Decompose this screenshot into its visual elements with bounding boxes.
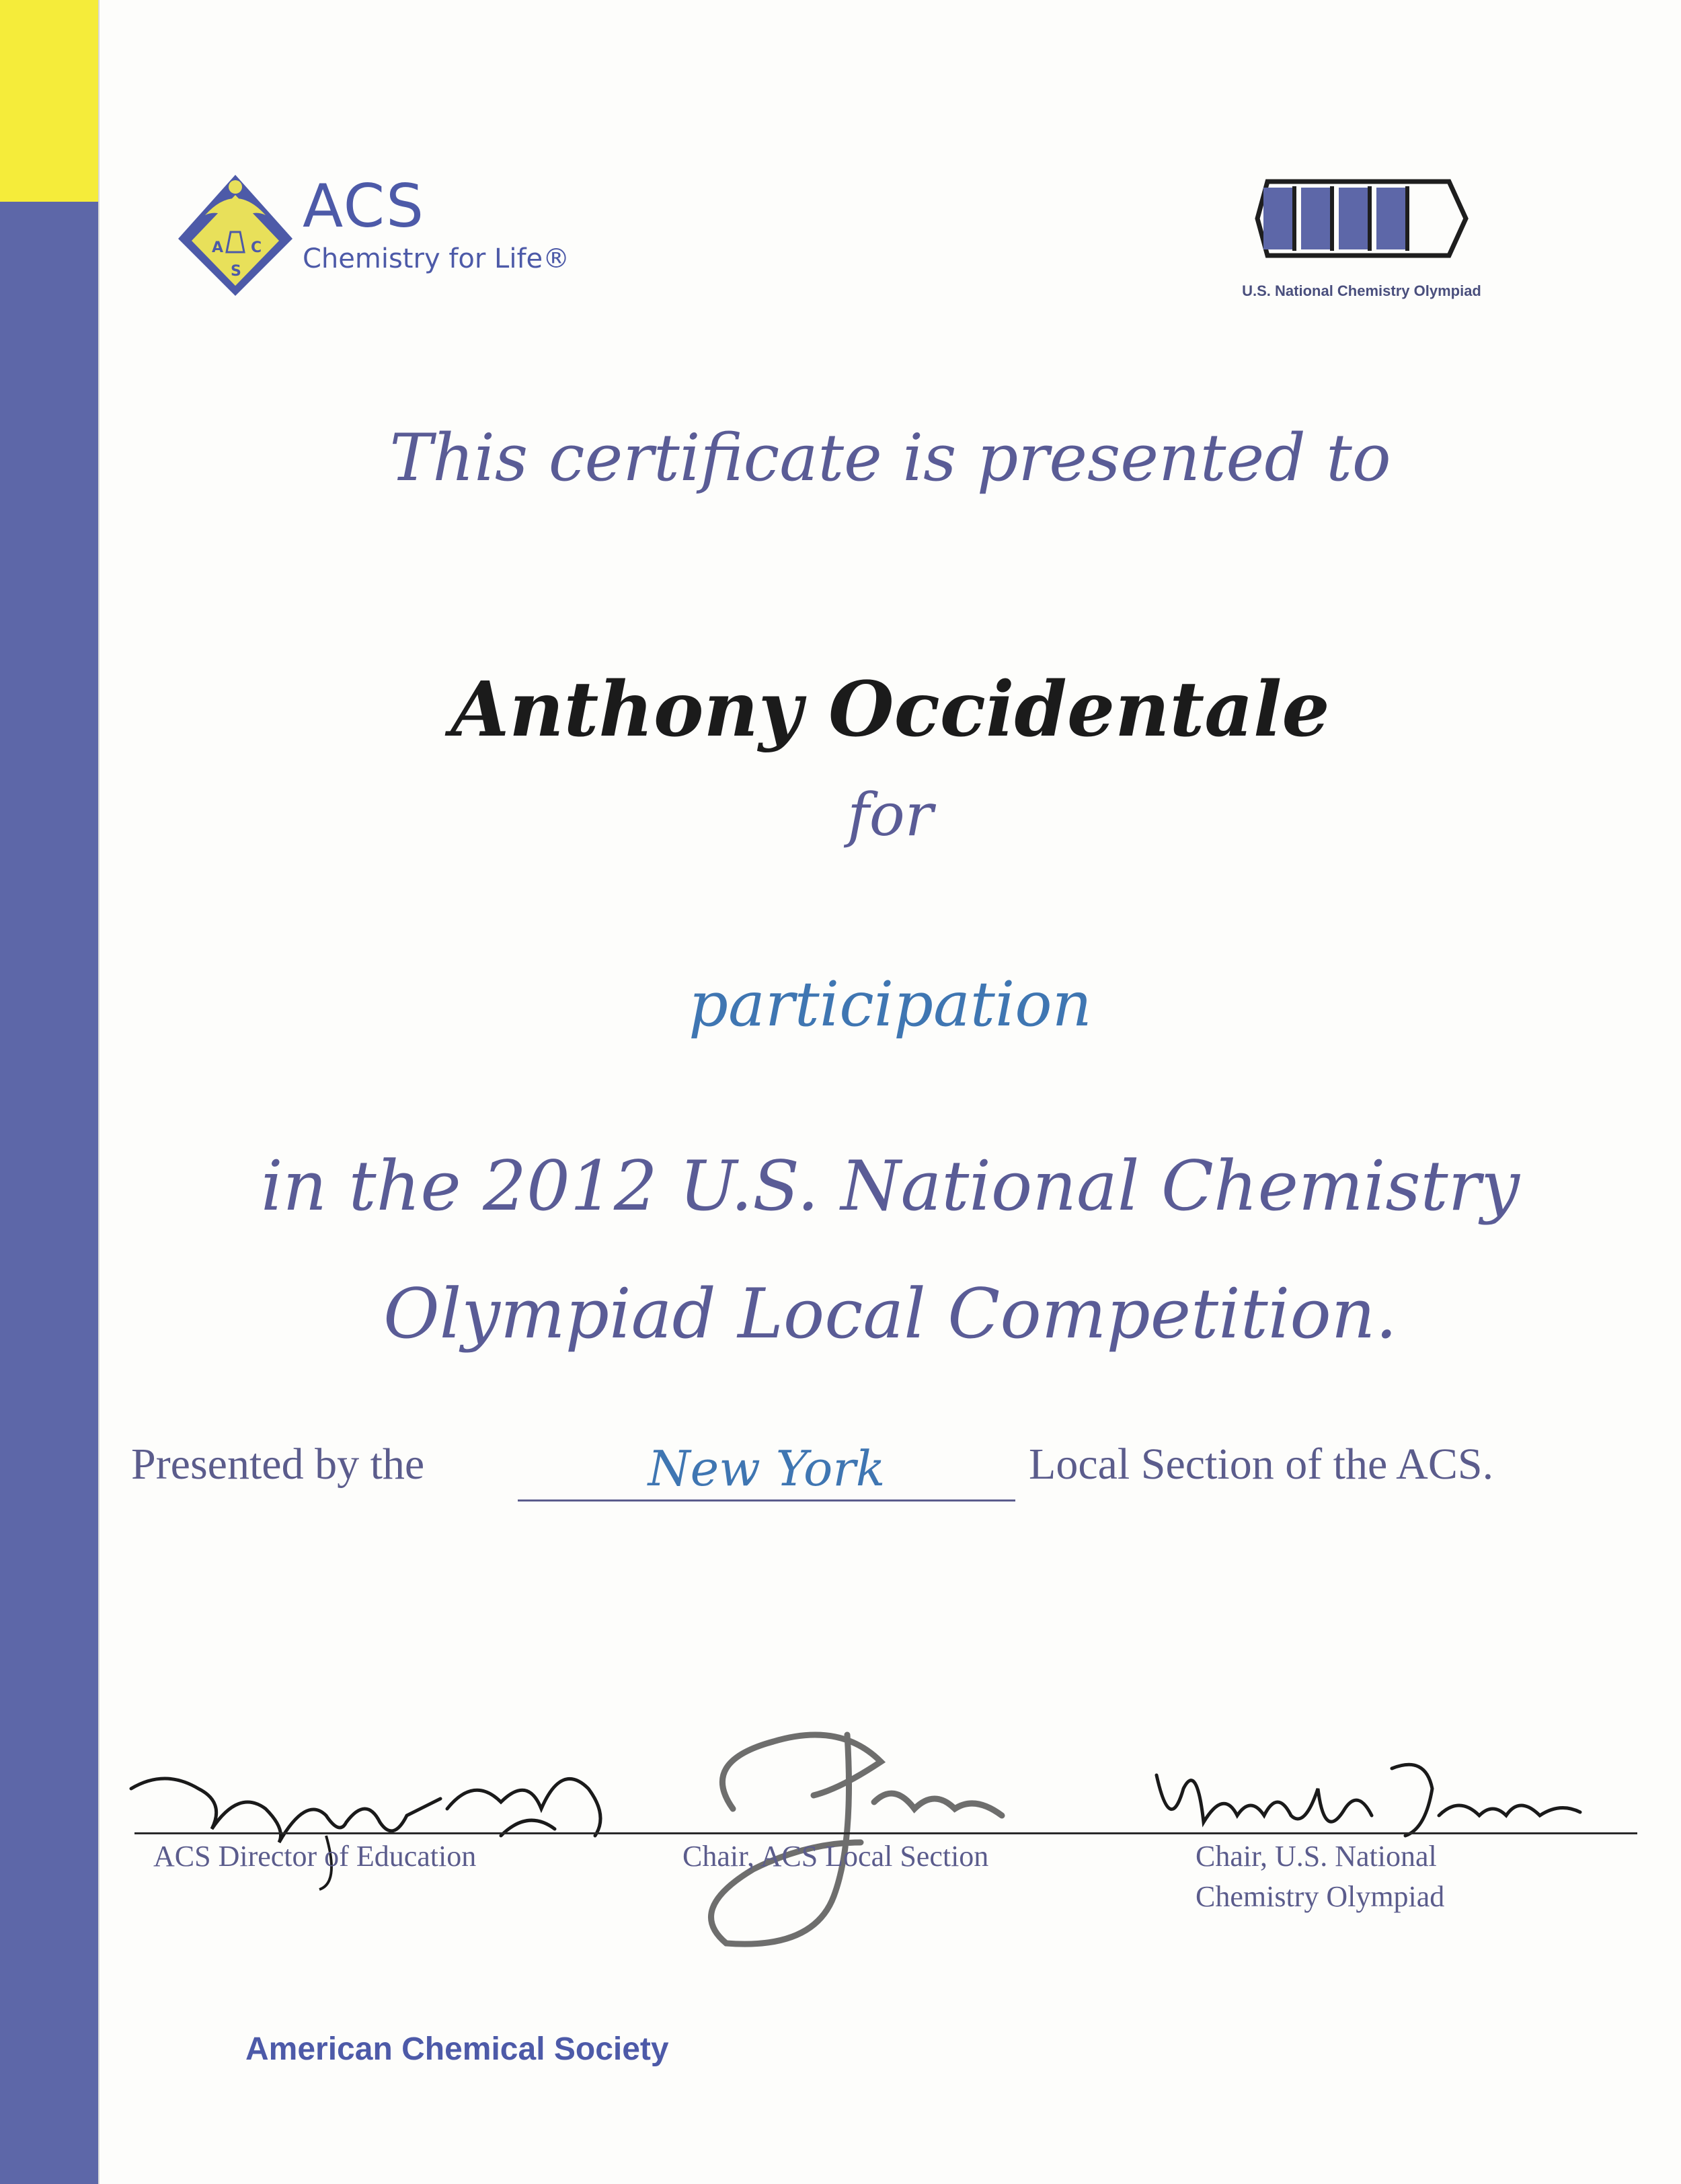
signer-title-3-line-1: Chair, U.S. National: [1196, 1840, 1437, 1873]
recipient-name: Anthony Occidentale: [451, 666, 1330, 754]
olympiad-logo: [1214, 178, 1510, 306]
signature-line: [134, 1832, 1637, 1834]
footer-organization: American Chemical Society: [245, 2031, 669, 2067]
olympiad-hexagon-icon: [1254, 178, 1469, 259]
certificate-heading: This certificate is presented to: [389, 420, 1391, 496]
signer-title-1: ACS Director of Education: [153, 1840, 477, 1873]
award-reason: participation: [689, 968, 1092, 1040]
svg-text:A: A: [212, 239, 224, 256]
section-name: New York: [648, 1440, 886, 1497]
acs-tagline: Chemistry for Life®: [303, 243, 570, 274]
blue-border-band: [0, 202, 98, 2184]
border-edge: [98, 0, 100, 2184]
acs-logo: [178, 168, 570, 296]
signer-title-3-line-2: Chemistry Olympiad: [1196, 1880, 1445, 1913]
event-line-2: Olympiad Local Competition.: [383, 1274, 1397, 1354]
event-line-1: in the 2012 U.S. National Chemistry: [260, 1146, 1520, 1226]
signer-title-2: Chair, ACS Local Section: [682, 1840, 989, 1873]
svg-text:C: C: [251, 239, 262, 256]
acs-wordmark: ACS: [303, 171, 425, 241]
signature-local-section-chair: [672, 1708, 1022, 1963]
svg-text:S: S: [231, 263, 241, 280]
presented-by-text: Presented by the: [131, 1440, 425, 1489]
acs-seal-icon: [178, 168, 299, 296]
for-text: for: [847, 780, 933, 849]
olympiad-label: U.S. National Chemistry Olympiad: [1242, 282, 1481, 299]
local-section-text: Local Section of the ACS.: [1029, 1440, 1494, 1489]
yellow-border-band: [0, 0, 98, 202]
